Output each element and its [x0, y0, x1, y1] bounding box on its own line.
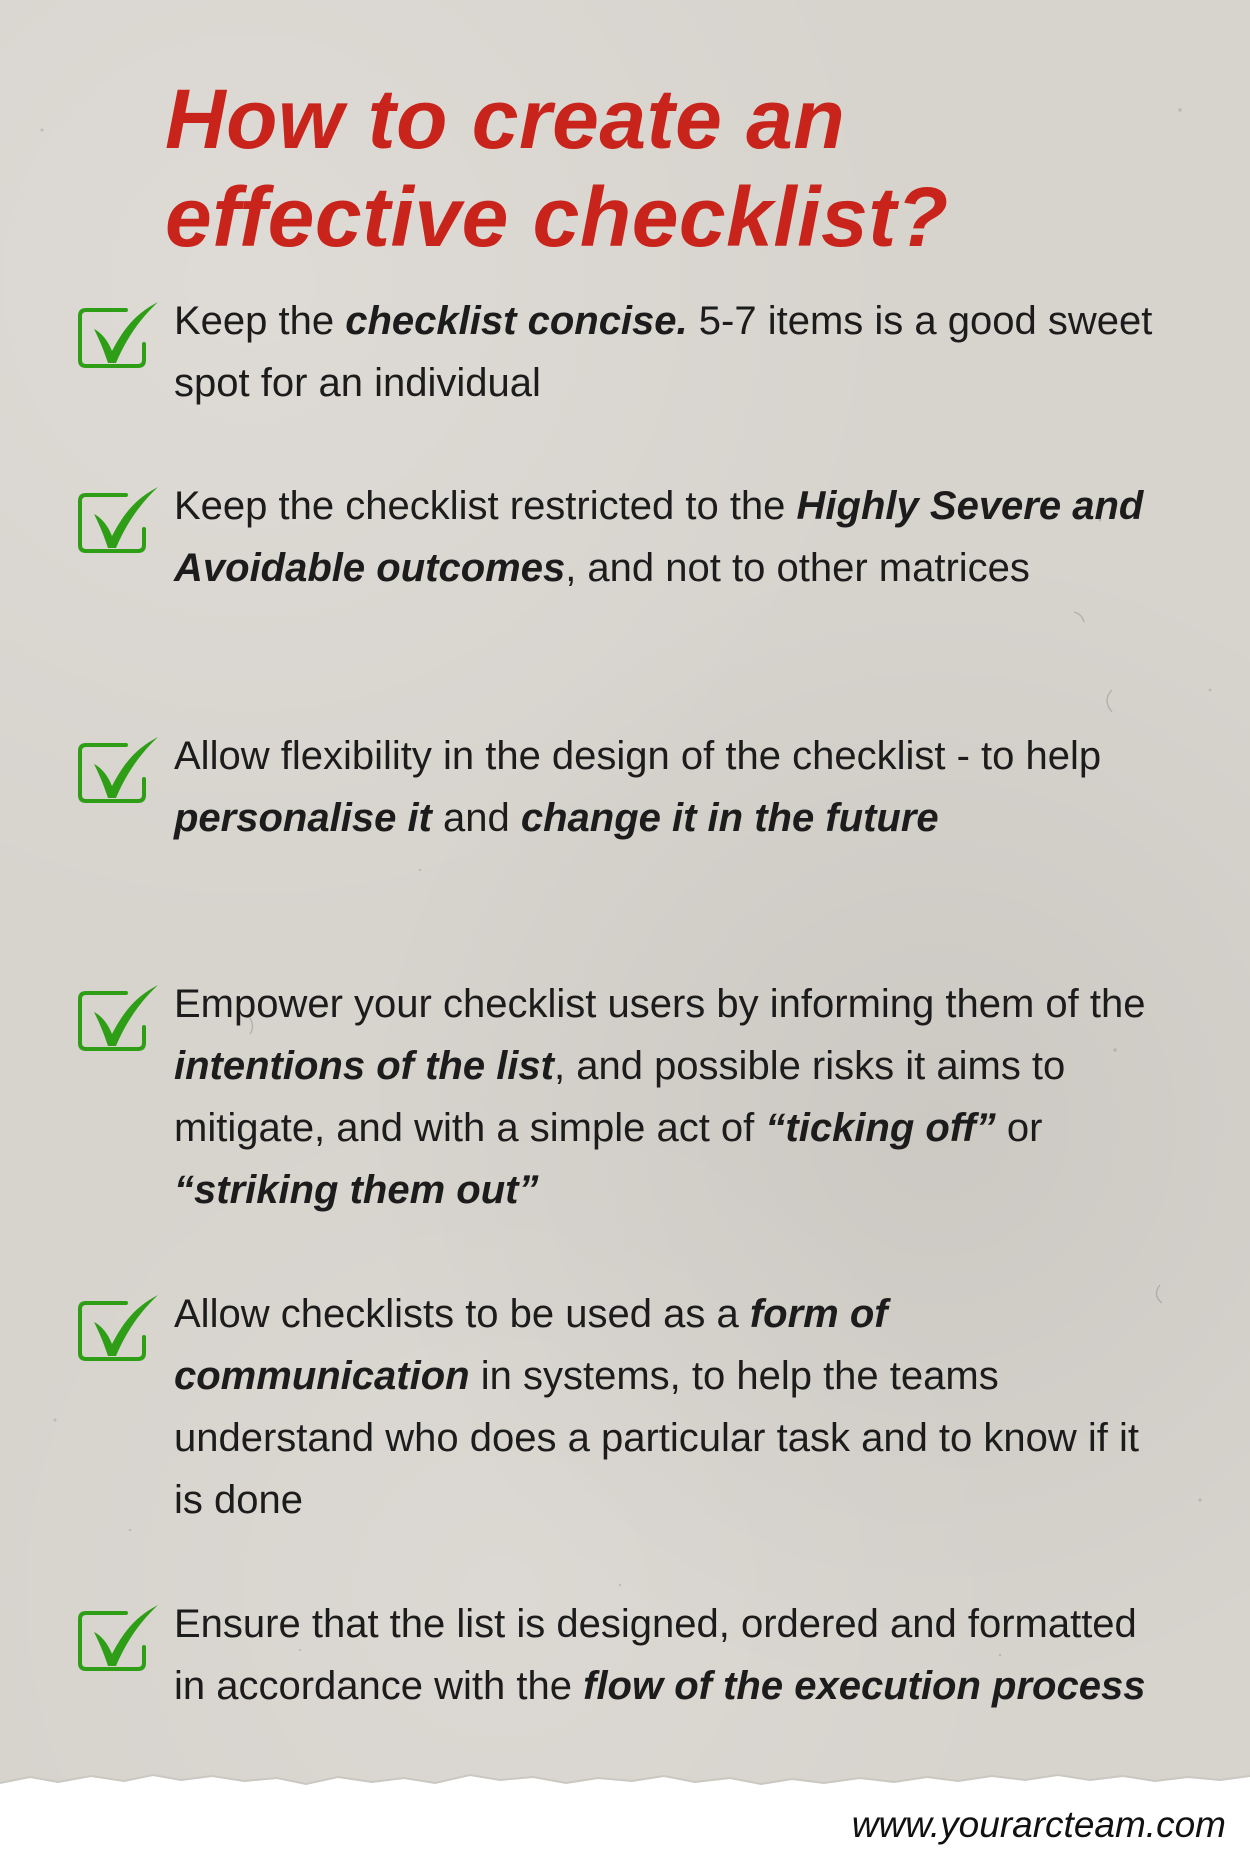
- checkbox-checked-icon: [74, 981, 164, 1061]
- checklist-item-5-part-2: in systems, to help the teams understand who does a particular task and to know if it is done: [174, 1354, 1139, 1522]
- checklist-item-6-highlight-1: flow of the execution process: [583, 1664, 1146, 1708]
- title-line-2: effective checklist?: [165, 170, 949, 264]
- checklist-item-4-part-3: or: [995, 1106, 1043, 1150]
- checkbox-checked-icon: [74, 298, 164, 378]
- checklist-item-2-part-2: , and not to other matrices: [565, 546, 1030, 590]
- checklist-item-3-text: [174, 725, 1174, 849]
- checklist-item-2-text: [174, 475, 1174, 599]
- torn-paper-edge: [0, 1720, 1250, 1875]
- checklist-item-4-part-1: Empower your checklist users by informing them of the: [174, 982, 1146, 1026]
- checklist-item-1-part-1: Keep the: [174, 299, 346, 343]
- checklist-item-6-text: [174, 1593, 1174, 1717]
- checkbox-checked-icon: [74, 1291, 164, 1371]
- checklist-item-1-highlight-1: checklist concise.: [345, 299, 688, 343]
- checklist-item-1-part-2: 5-7 items is a good sweet spot for an individual: [174, 299, 1153, 405]
- checklist-item-3-highlight-1: personalise it: [174, 796, 432, 840]
- checklist-item-5-highlight-1: form of communication: [174, 1292, 888, 1398]
- checklist-item-4-text: [174, 973, 1174, 1221]
- checklist-item-5-text: [174, 1283, 1174, 1531]
- checklist-item-4-highlight-1: intentions of the list: [174, 1044, 554, 1088]
- checkbox-checked-icon: [74, 733, 164, 813]
- checklist-item-3-highlight-2: change it in the future: [520, 796, 939, 840]
- checkbox-checked-icon: [74, 483, 164, 563]
- checklist-item-4-part-2: , and possible risks it aims to mitigate, and with a simple act of: [174, 1044, 1066, 1150]
- page-title: [165, 70, 1165, 266]
- checklist-item-1-text: [174, 290, 1174, 414]
- checklist-item-6-part-1: Ensure that the list is designed, ordered and formatted in accordance with the: [174, 1602, 1137, 1708]
- checklist-item-4-highlight-3: “striking them out”: [174, 1168, 539, 1212]
- website-url: www.yourarcteam.com: [851, 1804, 1226, 1845]
- checklist-item-2-highlight-1: Highly Severe and Avoidable outcomes: [174, 484, 1144, 590]
- checklist-item-3-part-2: and: [431, 796, 521, 840]
- checklist-item-2-part-1: Keep the checklist restricted to the: [174, 484, 797, 528]
- checklist-item-3-part-1: Allow flexibility in the design of the checklist - to help: [174, 734, 1102, 778]
- checkbox-checked-icon: [74, 1601, 164, 1681]
- title-line-1: How to create an: [165, 72, 846, 166]
- checklist-item-4-highlight-2: “ticking off”: [765, 1106, 996, 1150]
- checklist-item-5-part-1: Allow checklists to be used as a: [174, 1292, 750, 1336]
